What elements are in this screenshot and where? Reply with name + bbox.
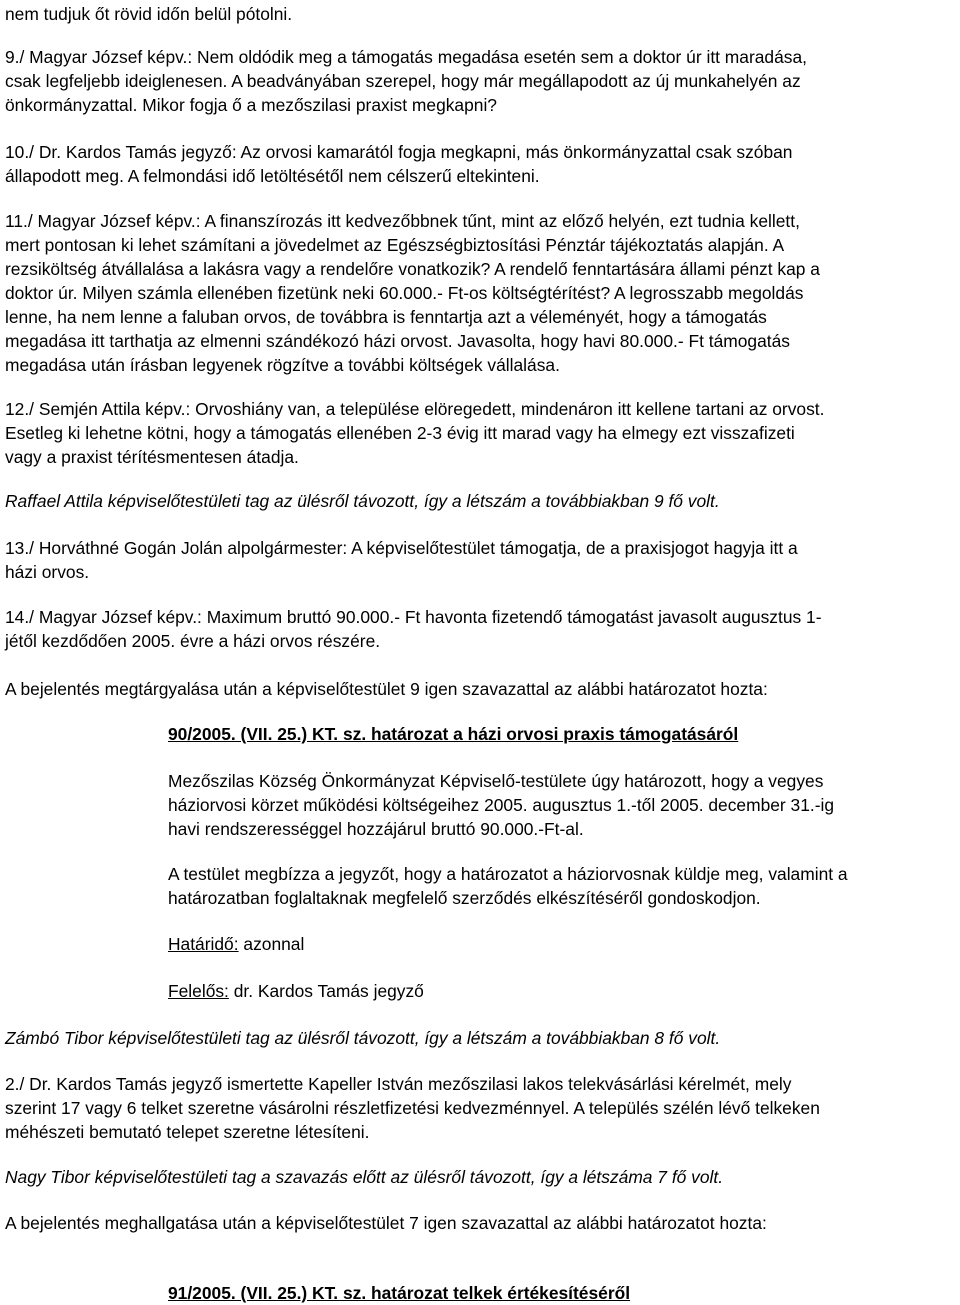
text-line: A bejelentés meghallgatása után a képviselőtestület 7 igen szavazattal az alábbi határozatot hozta: (5, 1213, 767, 1233)
text-line: doktor úr. Milyen számla ellenében fizetünk neki 60.000.- Ft-os költségtérítést? A legrosszabb megoldás (5, 283, 804, 303)
paragraph-item-11 (5, 209, 957, 377)
text-line: 9./ Magyar József képv.: Nem oldódik meg a támogatás megadása esetén sem a doktor úr itt maradása, (5, 47, 807, 67)
text-line: 11./ Magyar József képv.: A finanszírozás itt kedvezőbbnek tűnt, mint az előző helyén, ezt tudnia kellett, (5, 211, 800, 231)
paragraph-item-10 (5, 140, 957, 188)
note-text: Nagy Tibor képviselőtestületi tag a szavazás előtt az ülésről távozott, így a létszáma 7 fő volt. (5, 1167, 724, 1187)
text-line: mert pontosan ki lehet számítani a jövedelmet az Egészségbiztosítási Pénztár tájékoztatás alapján. A (5, 235, 785, 255)
note-text: Raffael Attila képviselőtestületi tag az ülésről távozott, így a létszám a továbbiakban 9 fő volt. (5, 491, 720, 511)
paragraph-top (5, 2, 957, 26)
text-line: 10./ Dr. Kardos Tamás jegyző: Az orvosi kamarától fogja megkapni, más önkormányzattal csak szóban (5, 142, 793, 162)
resolution-title: 90/2005. (VII. 25.) KT. sz. határozat a házi orvosi praxis támogatásáról (168, 724, 739, 744)
text-line: 13./ Horváthné Gogán Jolán alpolgármester: A képviselőtestület támogatja, de a praxisjogot hagyja itt a (5, 538, 798, 558)
text-line: jétől kezdődően 2005. évre a házi orvos részére. (5, 631, 381, 651)
note-text: Zámbó Tibor képviselőtestületi tag az ülésről távozott, így a létszám a továbbiakban 8 fő volt. (5, 1028, 721, 1048)
text-line: 2./ Dr. Kardos Tamás jegyző ismertette Kapeller István mezőszilasi lakos telekvásárlási kérelmét, mely (5, 1074, 792, 1094)
text-line: lenne, ha nem lenne a faluban orvos, de továbbra is fenntartja azt a véleményét, hogy a támogatás (5, 307, 767, 327)
note-departure-nagy (5, 1165, 957, 1189)
responsible-value: dr. Kardos Tamás jegyző (228, 981, 424, 1001)
text-line: önkormányzattal. Mikor fogja ő a mezőszilasi praxist megkapni? (5, 95, 497, 115)
paragraph-item-2 (5, 1072, 957, 1144)
deadline-label: Határidő: (168, 934, 239, 954)
responsible-label: Felelős: (168, 981, 229, 1001)
paragraph-vote-1 (5, 677, 957, 701)
text-line: A testület megbízza a jegyzőt, hogy a határozatot a háziorvosnak küldje meg, valamint a (168, 864, 848, 884)
paragraph-item-12 (5, 397, 957, 469)
text-line: háziorvosi körzet működési költségeihez 2005. augusztus 1.-től 2005. december 31.-ig (168, 795, 835, 815)
text-line: méhészeti bemutató telepet szeretne létesíteni. (5, 1122, 370, 1142)
resolution-90-title (168, 722, 960, 746)
text-line: nem tudjuk őt rövid időn belül pótolni. (5, 4, 293, 24)
text-line: 12./ Semjén Attila képv.: Orvoshiány van, a települése elöregedett, mindenáron itt kellene tartani az orvost. (5, 399, 825, 419)
text-line: határozatban foglaltaknak megfelelő szerződés elkészítéséről gondoskodjon. (168, 888, 761, 908)
text-line: havi rendszerességgel hozzájárul bruttó 90.000.-Ft-al. (168, 819, 584, 839)
text-line: vagy a praxist térítésmentesen átadja. (5, 447, 299, 467)
text-line: állapodott meg. A felmondási idő letöltésétől nem célszerű eltekinteni. (5, 166, 540, 186)
resolution-91-title (168, 1281, 960, 1305)
resolution-90-paragraph-1 (168, 769, 960, 841)
responsible-line (168, 979, 960, 1003)
text-line: A bejelentés megtárgyalása után a képviselőtestület 9 igen szavazattal az alábbi határozatot hozta: (5, 679, 768, 699)
paragraph-item-14 (5, 605, 957, 653)
text-line: csak legfeljebb ideiglenesen. A beadványában szerepel, hogy már megállapodott az új munkahelyén az (5, 71, 801, 91)
text-line: házi orvos. (5, 562, 90, 582)
text-line: megadása után írásban legyenek rögzítve a további költségek vállalása. (5, 355, 560, 375)
text-line: rezsiköltség átvállalása a lakásra vagy a rendelőre vonatkozik? A rendelő fenntartására állami pénzt kap a (5, 259, 820, 279)
text-line: szerint 17 vagy 6 telket szeretne vásárolni részletfizetési kedvezménnyel. A település szélén lévő telkeken (5, 1098, 820, 1118)
note-departure-raffael (5, 489, 957, 513)
note-departure-zambo (5, 1026, 957, 1050)
paragraph-vote-2 (5, 1211, 957, 1235)
text-line: Esetleg ki lehetne kötni, hogy a támogatás ellenében 2-3 évig itt marad vagy ha elmegy ezt visszafizeti (5, 423, 795, 443)
paragraph-item-13 (5, 536, 957, 584)
resolution-title: 91/2005. (VII. 25.) KT. sz. határozat telkek értékesítéséről (168, 1283, 631, 1303)
text-line: Mezőszilas Község Önkormányzat Képviselő-testülete úgy határozott, hogy a vegyes (168, 771, 824, 791)
deadline-value: azonnal (238, 934, 305, 954)
resolution-90-paragraph-2 (168, 862, 960, 910)
text-line: megadása itt tarthatja az elmenni szándékozó házi orvost. Javasolta, hogy havi 80.000.- Ft támogatás (5, 331, 790, 351)
paragraph-item-9 (5, 45, 957, 117)
deadline-line (168, 932, 960, 956)
text-line: 14./ Magyar József képv.: Maximum bruttó 90.000.- Ft havonta fizetendő támogatást javasolt augusztus 1- (5, 607, 822, 627)
